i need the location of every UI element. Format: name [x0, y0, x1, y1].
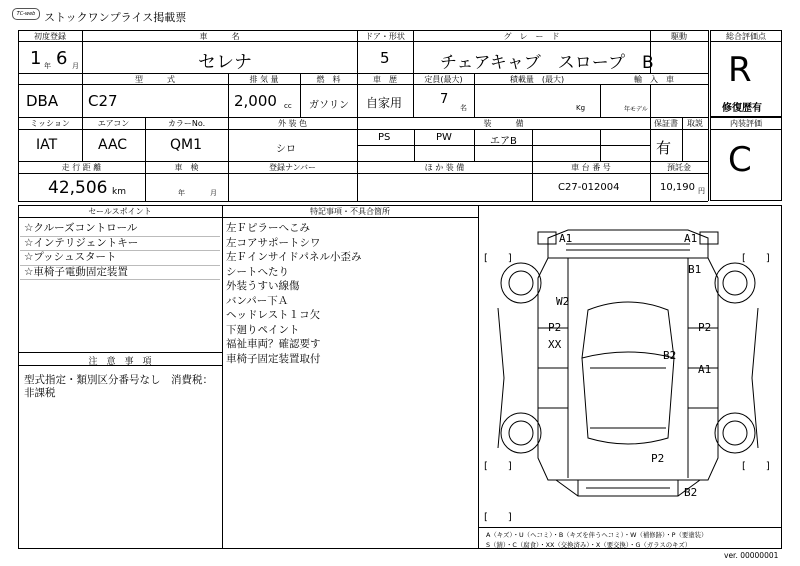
fuel-label: 燃 料 — [316, 75, 341, 84]
interior-grade-label: 内装評価 — [730, 119, 762, 128]
doors-value: 5 — [380, 49, 390, 67]
tc-web-logo: TC-web — [12, 8, 40, 20]
mission-value: IAT — [36, 137, 58, 153]
bracket-slot: [ ] — [484, 461, 512, 472]
exterior-color-label: 外 装 色 — [277, 119, 308, 128]
diagram-legend-line1: A（キズ）・U（ヘコミ）・B（キズを伴うヘコミ）・W（補修跡）・P（要塗装） — [486, 531, 708, 539]
equip-airbag: エアB — [490, 136, 517, 147]
history-label: 車 歴 — [373, 75, 397, 84]
month-unit: 月 — [72, 62, 79, 70]
estimated-price-label: 預託金 — [667, 163, 691, 172]
other-equipment-label: ほ か 装 備 — [424, 163, 465, 172]
list-item: バンパー下Ａ — [226, 294, 289, 307]
cc-unit: cc — [284, 102, 292, 110]
mileage-value: 42,506 — [48, 178, 108, 198]
list-item: 左Ｆピラーへこみ — [226, 222, 310, 234]
repair-history-label: 修復歴有 — [722, 103, 762, 114]
reg-number-label: 登録ナンバー — [268, 163, 317, 172]
aircon-label: エアコン — [97, 119, 130, 128]
year-model-unit: 年モデル — [624, 106, 648, 113]
color-no-value: QM1 — [170, 137, 203, 153]
equip-ps: PS — [378, 132, 391, 143]
car-name-value: セレナ — [198, 52, 252, 73]
color-no-label: カラーNo. — [167, 119, 206, 128]
year-unit: 年 — [44, 62, 51, 70]
damage-mark: P2 — [548, 321, 562, 334]
mileage-label: 走 行 距 離 — [61, 163, 102, 172]
diagram-legend-line2: S（錆）・C（腐食）・XX（交換済み）・X（要交換）・G（ガラスのキズ） — [486, 541, 692, 549]
estimated-price-value: 10,190 — [660, 182, 695, 193]
damage-mark: XX — [548, 338, 562, 351]
damage-mark: B2 — [684, 486, 698, 499]
import-label: 輸 入 車 — [634, 75, 674, 84]
list-item: 左コアサポートシワ — [226, 236, 321, 249]
list-item: ヘッドレスト１コ欠 — [226, 309, 321, 321]
displacement-value: 2,000 — [234, 92, 277, 110]
overall-grade-label: 総合評価点 — [726, 32, 766, 41]
damage-mark: W2 — [556, 295, 570, 308]
door-type-label: ドア・形状 — [365, 32, 405, 41]
warranty-label: 保証書 — [654, 119, 678, 128]
notes-label: 注 意 事 項 — [88, 357, 152, 367]
sales-points-label: セールスポイント — [88, 207, 152, 216]
list-item: ☆クルーズコントロール — [24, 222, 138, 234]
drive-label: 駆動 — [671, 32, 687, 41]
inspection-month-unit: 月 — [210, 189, 217, 197]
persons-unit: 名 — [460, 104, 467, 112]
first-reg-label: 初度登録 — [34, 32, 66, 41]
yen-unit: 円 — [698, 187, 705, 195]
remarks-list — [226, 221, 362, 366]
fuel-value: ガソリン — [309, 100, 349, 111]
first-reg-year: 1 — [30, 48, 42, 69]
list-item: 左Ｆインサイドパネル小歪み — [226, 251, 362, 263]
bracket-slot: [ ] — [742, 253, 770, 264]
damage-mark: P2 — [698, 321, 712, 334]
mission-label: ミッション — [30, 119, 70, 128]
bracket-slot: [ ] — [484, 512, 512, 523]
capacity-value: 7 — [440, 92, 449, 107]
damage-mark: A1 — [698, 363, 712, 376]
history-value: 自家用 — [366, 96, 403, 110]
list-item: 車椅子固定装置取付 — [226, 352, 321, 365]
bracket-slot: [ ] — [742, 461, 770, 472]
list-item: ☆車椅子電動固定装置 — [24, 265, 128, 278]
first-reg-month: 6 — [56, 48, 68, 69]
list-item: シートへたり — [226, 265, 289, 278]
bracket-slot: [ ] — [484, 253, 512, 264]
version-label: ver. 00000001 — [724, 551, 779, 560]
list-item: 福祉車両？確認要す — [226, 338, 321, 350]
exterior-color-value: シロ — [276, 144, 296, 155]
load-capacity-label: 積載量 (最大) — [509, 75, 565, 84]
equip-pw: PW — [436, 132, 452, 143]
warranty-value: 有 — [656, 139, 672, 157]
list-item: ☆インテリジェントキー — [24, 236, 139, 249]
remarks-label: 特記事項・不具合箇所 — [310, 207, 390, 216]
chassis-no-label: 車 台 番 号 — [571, 163, 611, 172]
chassis-no-value: C27-012004 — [558, 182, 620, 193]
damage-mark: A1 — [684, 232, 698, 245]
overall-grade-value: R — [728, 50, 752, 90]
model-value: C27 — [88, 92, 118, 110]
grade-label: グ レ ー ド — [503, 32, 560, 41]
damage-mark: A1 — [559, 232, 573, 245]
manual-label: 取説 — [687, 119, 703, 128]
damage-mark: B1 — [688, 263, 702, 276]
list-item: 下廻りペイント — [226, 323, 300, 336]
damage-mark: P2 — [651, 452, 665, 465]
capacity-label: 定員(最大) — [424, 75, 463, 84]
interior-grade-value: C — [728, 140, 752, 180]
km-unit: km — [112, 187, 126, 197]
equipment-label: 装 備 — [483, 119, 524, 128]
damage-mark: B2 — [663, 349, 677, 362]
car-name-label: 車 名 — [199, 32, 240, 41]
vehicle-damage-diagram — [478, 218, 782, 526]
inspection-label: 車 検 — [174, 163, 199, 172]
model-label: 型 式 — [135, 75, 175, 84]
list-item: ☆プッシュスタート — [24, 251, 117, 263]
list-item: 外装うすい線傷 — [226, 280, 300, 292]
aircon-value: AAC — [98, 137, 128, 153]
model-prefix-value: DBA — [26, 92, 59, 110]
kg-unit: Kg — [576, 104, 586, 112]
inspection-year-unit: 年 — [178, 189, 185, 197]
notes-text: 型式指定・類別区分番号なし 消費税：非課税 — [24, 374, 213, 399]
grade-value: チェアキャブ スロープ B — [440, 53, 654, 73]
document-title: ストックワンプライス掲載票 — [44, 11, 187, 24]
displacement-label: 排 気 量 — [249, 75, 279, 84]
